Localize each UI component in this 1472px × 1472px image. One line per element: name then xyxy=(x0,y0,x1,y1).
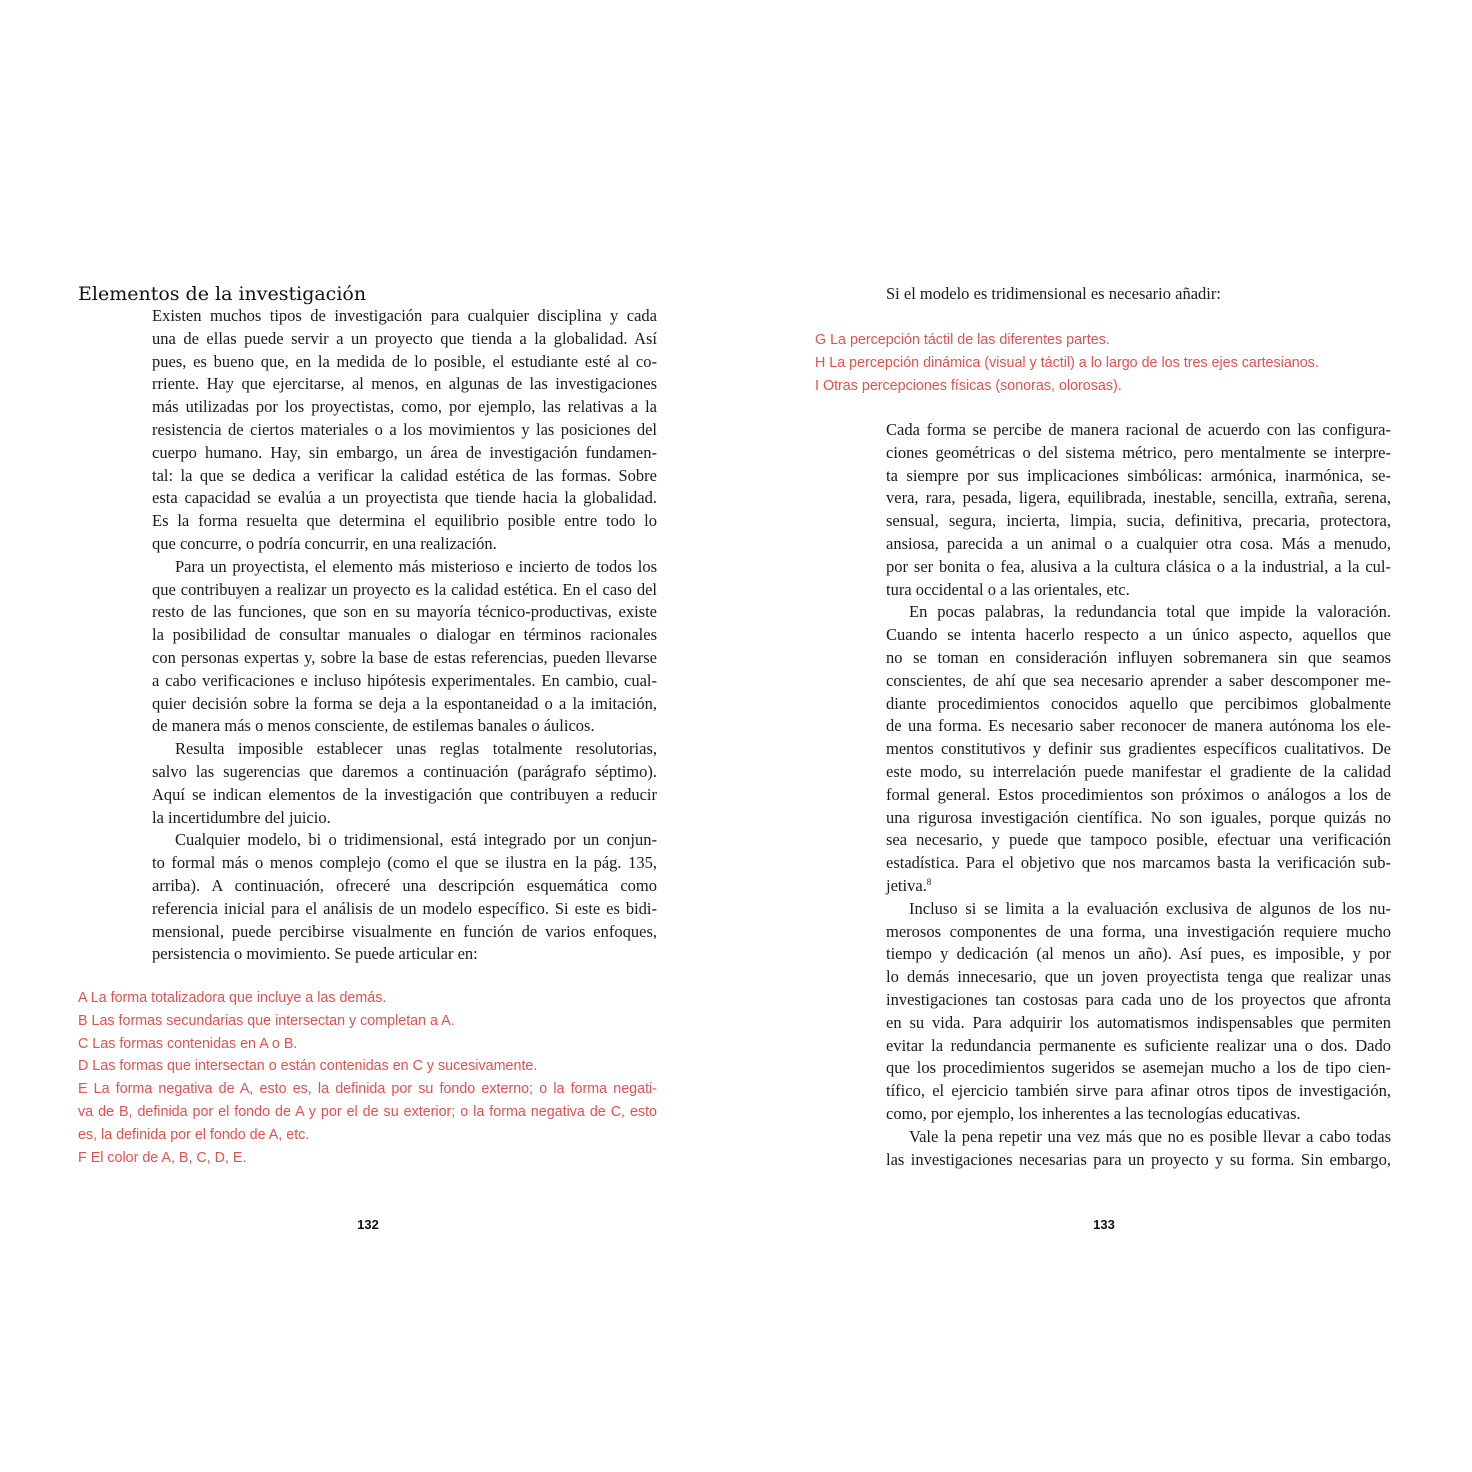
text-line: to formal más o menos complejo (como el que se ilustra en la pág. 135, xyxy=(152,853,657,873)
list-item: H La percepción dinámica (visual y táctil) a lo largo de los tres ejes cartesianos. xyxy=(815,354,1319,371)
text-line: tiempo y dedicación (al menos un año). Así pues, es imposible, y por xyxy=(886,944,1391,964)
text-line: Es la forma resuelta que determina el equilibrio posible entre todo lo xyxy=(152,511,657,531)
text-line: tal: la que se dedica a verificar la calidad estética de las formas. Sobre xyxy=(152,465,657,485)
text-line: conscientes, de ahí que sea necesario aprender a saber descomponer me- xyxy=(886,670,1391,690)
text-line: En pocas palabras, la redundancia total que impide la valoración. xyxy=(909,602,1391,622)
list-item: E La forma negativa de A, esto es, la definida por su fondo externo; o la forma negati- xyxy=(78,1081,657,1098)
text-line: más utilizadas por los proyectistas, como, por ejemplo, las relativas a la xyxy=(152,397,657,417)
list-item: va de B, definida por el fondo de A y por el de su exterior; o la forma negativa de C, esto xyxy=(78,1103,657,1120)
page-number: 133 xyxy=(1093,1217,1115,1232)
text-line: evitar la redundancia permanente es suficiente realizar una o dos. Dado xyxy=(886,1035,1391,1055)
text-line: Incluso si se limita a la evaluación exclusiva de algunos de los nu- xyxy=(909,898,1391,918)
text-line: en su vida. Para adquirir los automatismos indispensables que permiten xyxy=(886,1012,1391,1032)
text-line: Si el modelo es tridimensional es necesario añadir: xyxy=(886,284,1221,303)
text-line: ciones geométricas o del sistema métrico, pero mentalmente se interpre- xyxy=(886,442,1391,462)
list-item: C Las formas contenidas en A o B. xyxy=(78,1035,298,1052)
text-line: rriente. Hay que ejercitarse, al menos, en algunas de las investigaciones xyxy=(152,374,657,394)
text-line: ansiosa, parecida a un animal o a cualquier otra cosa. Más a menudo, xyxy=(886,533,1391,553)
text-line: resistencia de ciertos materiales o a los movimientos y las posiciones del xyxy=(152,419,657,439)
text-line: quier decisión sobre la forma se deja a la espontaneidad o a la imitación, xyxy=(152,693,657,713)
text-line: Existen muchos tipos de investigación para cualquier disciplina y cada xyxy=(152,306,657,325)
right-page xyxy=(736,0,1472,1472)
text-line: no se toman en consideración influyen sobremanera sin que seamos xyxy=(886,647,1391,667)
three-dimensional-list xyxy=(815,329,1415,397)
text-line: persistencia o movimiento. Se puede articular en: xyxy=(152,944,478,964)
list-item: B Las formas secundarias que intersectan y completan a A. xyxy=(78,1012,455,1029)
text-line: Resulta imposible establecer unas reglas totalmente resolutorias, xyxy=(175,739,657,759)
text-line: pues, es bueno que, en la medida de lo posible, el estudiante esté al co- xyxy=(152,351,657,371)
text-line: Cuando se intenta hacerlo respecto a un único aspecto, aquellos que xyxy=(886,625,1391,645)
text-line: con personas expertas y, sobre la base de estas referencias, pueden llevarse xyxy=(152,647,657,667)
list-item: D Las formas que intersectan o están contenidas en C y sucesivamente. xyxy=(78,1058,538,1075)
intro-line xyxy=(886,283,1406,306)
form-elements-list xyxy=(78,987,657,1169)
text-line: Para un proyectista, el elemento más misterioso e incierto de todos los xyxy=(175,556,657,576)
list-item: A La forma totalizadora que incluye a las demás. xyxy=(78,990,387,1006)
text-line: resto de las funciones, que son en su mayoría técnico-productivas, existe xyxy=(152,602,657,622)
text-line: vera, rara, pesada, ligera, equilibrada, inestable, sencilla, extraña, serena, xyxy=(886,488,1391,508)
text-line: sensual, segura, incierta, limpia, sucia, definitiva, precaria, protectora, xyxy=(886,511,1391,531)
text-line: las investigaciones necesarias para un proyecto y su forma. Sin embargo, xyxy=(886,1149,1391,1169)
text-line: ta siempre por sus implicaciones simbólicas: armónica, inarmónica, se- xyxy=(886,465,1391,485)
text-line: tífico, el ejercicio también sirve para afinar otros tipos de investigación, xyxy=(886,1081,1391,1101)
text-fragment: jetiva. xyxy=(886,875,927,895)
footnote-marker[interactable]: 8 xyxy=(926,876,932,887)
text-line: por ser bonita o fea, alusiva a la cultura clásica o a la industrial, a la cul- xyxy=(886,556,1391,576)
text-line: mentos constitutivos y definir sus gradientes específicos cualitativos. De xyxy=(886,739,1391,759)
text-line: sea necesario, y puede que tampoco posible, efectuar una verificación xyxy=(886,830,1391,850)
text-line: Cada forma se percibe de manera racional de acuerdo con las configura- xyxy=(886,420,1391,439)
list-item: F El color de A, B, C, D, E. xyxy=(78,1149,247,1166)
text-line: de una forma. Es necesario saber reconocer de manera autónoma los ele- xyxy=(886,716,1391,736)
text-line: que contribuyen a realizar un proyecto es la calidad estética. En el caso del xyxy=(152,579,657,599)
text-line: arriba). A continuación, ofreceré una descripción esquemática como xyxy=(152,875,657,895)
text-line: tura occidental o a las orientales, etc. xyxy=(886,579,1130,599)
text-line: como, por ejemplo, los inherentes a las tecnologías educativas. xyxy=(886,1103,1301,1123)
text-line: Cualquier modelo, bi o tridimensional, está integrado por un conjun- xyxy=(175,830,657,850)
text-line: Aquí se indican elementos de la investigación que contribuyen a reducir xyxy=(152,784,657,804)
left-body-text xyxy=(152,305,657,966)
list-item: G La percepción táctil de las diferentes partes. xyxy=(815,332,1110,348)
text-line: investigaciones tan costosas para cada uno de los proyectos que afronta xyxy=(886,989,1391,1009)
text-line: que los procedimientos sugeridos se asemejan mucho a los de tipo cien- xyxy=(886,1058,1391,1078)
text-line: la incertidumbre del juicio. xyxy=(152,807,331,827)
text-line: diante procedimientos conocidos aquello que percibimos globalmente xyxy=(886,693,1391,713)
text-line: estadística. Para el objetivo que nos marcamos basta la verificación sub- xyxy=(886,853,1391,873)
list-item: I Otras percepciones físicas (sonoras, olorosas). xyxy=(815,377,1122,394)
text-line: salvo las sugerencias que daremos a continuación (parágrafo séptimo). xyxy=(152,761,657,781)
text-line: este modo, su interrelación puede manifestar el gradiente de la calidad xyxy=(886,761,1391,781)
text-line: merosos componentes de una forma, una investigación requiere mucho xyxy=(886,921,1391,941)
text-line: Vale la pena repetir una vez más que no es posible llevar a cabo todas xyxy=(909,1126,1391,1146)
right-body-text xyxy=(886,419,1391,1171)
text-line: mensional, puede percibirse visualmente en función de varios enfoques, xyxy=(152,921,657,941)
text-line: una de ellas puede servir a un proyecto que tienda a la globalidad. Así xyxy=(152,328,657,348)
list-item: es, la definida por el fondo de A, etc. xyxy=(78,1126,310,1143)
text-line: lo demás innecesario, que un joven proyectista tenga que realizar unas xyxy=(886,967,1391,987)
text-line: referencia inicial para el análisis de un modelo específico. Si este es bidi- xyxy=(152,898,657,918)
text-line: que concurre, o podría concurrir, en una realización. xyxy=(152,533,497,553)
section-heading: Elementos de la investigación xyxy=(78,283,367,305)
page-number: 132 xyxy=(357,1217,379,1232)
text-line: de manera más o menos consciente, de estilemas banales o áulicos. xyxy=(152,716,595,736)
text-line: cuerpo humano. Hay, sin embargo, un área de investigación fundamen- xyxy=(152,442,657,462)
text-line: la posibilidad de consultar manuales o dialogar en términos racionales xyxy=(152,625,657,645)
text-line: a cabo verificaciones e incluso hipótesis experimentales. En cambio, cual- xyxy=(152,670,657,690)
text-line: formal general. Estos procedimientos son próximos o análogos a los de xyxy=(886,784,1391,804)
text-line: una rigurosa investigación científica. No son iguales, porque quizás no xyxy=(886,807,1391,827)
text-line: esta capacidad se evalúa a un proyectista que tiende hacia la globalidad. xyxy=(152,488,657,508)
text-line xyxy=(886,875,1391,898)
